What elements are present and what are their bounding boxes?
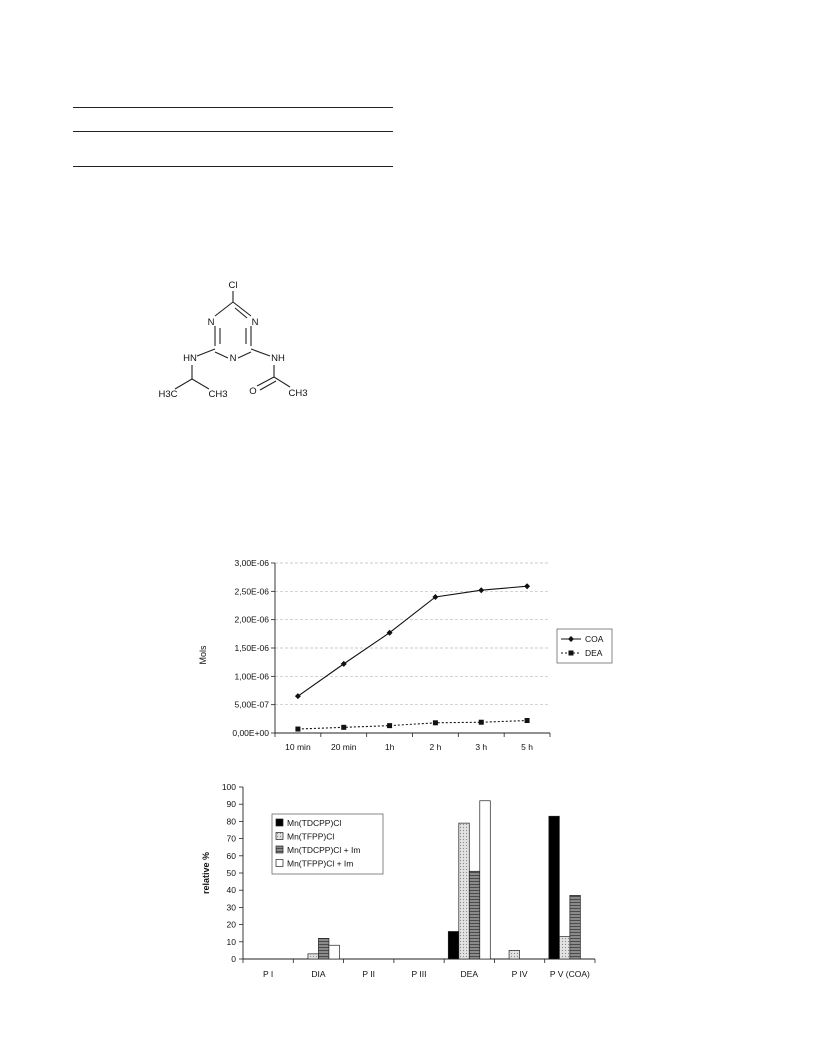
bar-mn-tdcpp-cl-im [570, 895, 581, 959]
legend-swatch-0 [276, 819, 283, 826]
legend-label-1: Mn(TFPP)Cl [287, 831, 335, 842]
bar-chart-axes [239, 787, 595, 963]
table-bottom-rule [73, 166, 393, 167]
bar-chart-y-tick-label: 60 [226, 850, 236, 861]
line-point-dea [433, 720, 438, 725]
line-chart-series [295, 583, 530, 731]
atom-ch3-right: CH3 [288, 388, 308, 399]
legend-label-coa: COA [585, 634, 604, 644]
molecule-bonds [175, 291, 290, 390]
atom-h3c: H3C [158, 389, 178, 400]
atom-n-ring-bottom: N [229, 353, 237, 364]
bar-chart-y-label: relative % [201, 851, 211, 895]
bar-chart-y-tick-label: 90 [226, 799, 236, 810]
line-chart-x-ticks [285, 742, 533, 752]
atom-o: O [249, 386, 257, 397]
line-chart-axes [271, 563, 550, 737]
table-header-rule [73, 131, 393, 132]
bar-chart-y-ticks [222, 782, 236, 964]
bar-chart-x-tick-label: DIA [311, 969, 326, 979]
line-point-dea [479, 720, 484, 725]
legend-swatch-1 [276, 833, 283, 840]
line-chart [195, 555, 615, 755]
bar-chart [195, 778, 615, 988]
atom-nh-right: NH [271, 353, 285, 364]
bar-chart-y-tick-label: 70 [226, 833, 236, 844]
bar-mn-tfpp-cl [459, 823, 470, 959]
bar-mn-tdcpp-cl-im [318, 938, 329, 959]
line-chart-x-tick-label: 3 h [475, 742, 488, 752]
bar-chart-x-tick-label: P II [362, 969, 376, 979]
line-chart-y-tick-label: 1,50E-06 [234, 643, 269, 653]
line-chart-y-tick-label: 2,00E-06 [234, 614, 269, 625]
line-chart-y-tick-label: 0,00E+00 [232, 728, 269, 738]
legend-swatch-3 [276, 860, 283, 867]
line-chart-y-label: Mols [198, 645, 208, 665]
bar-chart-y-tick-label: 10 [226, 936, 236, 947]
line-chart-y-ticks [232, 558, 269, 738]
bar-mn-tdcpp-cl [448, 931, 459, 959]
legend-label-3: Mn(TFPP)Cl + Im [287, 858, 354, 869]
line-point-dea [295, 727, 300, 732]
bar-chart-y-tick-label: 0 [231, 954, 236, 964]
bar-chart-y-tick-label: 80 [226, 816, 236, 827]
line-series-dea [298, 721, 527, 730]
line-point-dea [341, 725, 346, 730]
bar-mn-tfpp-cl [308, 954, 319, 959]
bar-chart-legend [272, 814, 383, 874]
line-series-coa [298, 586, 527, 696]
legend-label-2: Mn(TDCPP)Cl + Im [287, 845, 361, 855]
legend-swatch-2 [276, 846, 283, 853]
atom-cl: Cl [228, 280, 238, 291]
bar-chart-x-tick-label: P IV [511, 969, 528, 979]
line-chart-y-tick-label: 3,00E-06 [234, 558, 269, 568]
line-chart-legend [557, 629, 612, 663]
bar-chart-y-tick-label: 20 [226, 919, 236, 930]
legend-label-0: Mn(TDCPP)Cl [287, 818, 342, 828]
bar-mn-tfpp-cl-im [480, 801, 491, 959]
bar-mn-tdcpp-cl [549, 816, 560, 959]
line-point-dea [387, 723, 392, 728]
line-chart-x-tick-label: 10 min [285, 742, 311, 752]
atom-nh-left: HN [183, 353, 197, 364]
line-chart-y-tick-label: 1,00E-06 [234, 671, 269, 682]
line-point-coa [524, 583, 530, 589]
bar-mn-tfpp-cl [559, 937, 570, 959]
bar-chart-y-tick-label: 40 [226, 885, 236, 896]
molecule-structure [150, 275, 320, 410]
atom-ch3-left: CH3 [208, 389, 228, 400]
line-chart-x-tick-label: 5 h [521, 742, 533, 752]
bar-chart-y-tick-label: 30 [226, 902, 236, 913]
line-chart-x-tick-label: 1h [384, 742, 395, 752]
bar-chart-y-tick-label: 100 [221, 782, 236, 792]
atom-n-ring-left: N [207, 317, 215, 328]
line-chart-y-tick-label: 2,50E-06 [234, 586, 269, 597]
bar-chart-y-tick-label: 50 [226, 868, 236, 878]
line-point-dea [525, 718, 530, 723]
legend-marker-dea [569, 651, 574, 656]
bar-chart-x-tick-label: P III [411, 969, 427, 979]
line-chart-x-tick-label: 2 h [429, 742, 442, 752]
bar-chart-x-ticks [263, 969, 590, 979]
bar-chart-x-tick-label: P V (COA) [549, 969, 590, 979]
line-chart-x-tick-label: 20 min [330, 742, 357, 752]
bar-chart-x-tick-label: P I [263, 969, 274, 979]
bar-mn-tdcpp-cl-im [469, 871, 480, 959]
legend-label-dea: DEA [585, 648, 603, 658]
line-point-coa [478, 587, 484, 593]
table-top-rule [73, 107, 393, 108]
bar-chart-x-tick-label: DEA [460, 969, 479, 979]
atom-n-ring-right: N [251, 317, 259, 328]
line-chart-y-tick-label: 5,00E-07 [234, 699, 269, 710]
bar-mn-tfpp-cl [509, 950, 519, 959]
bar-mn-tfpp-cl-im [329, 945, 340, 959]
